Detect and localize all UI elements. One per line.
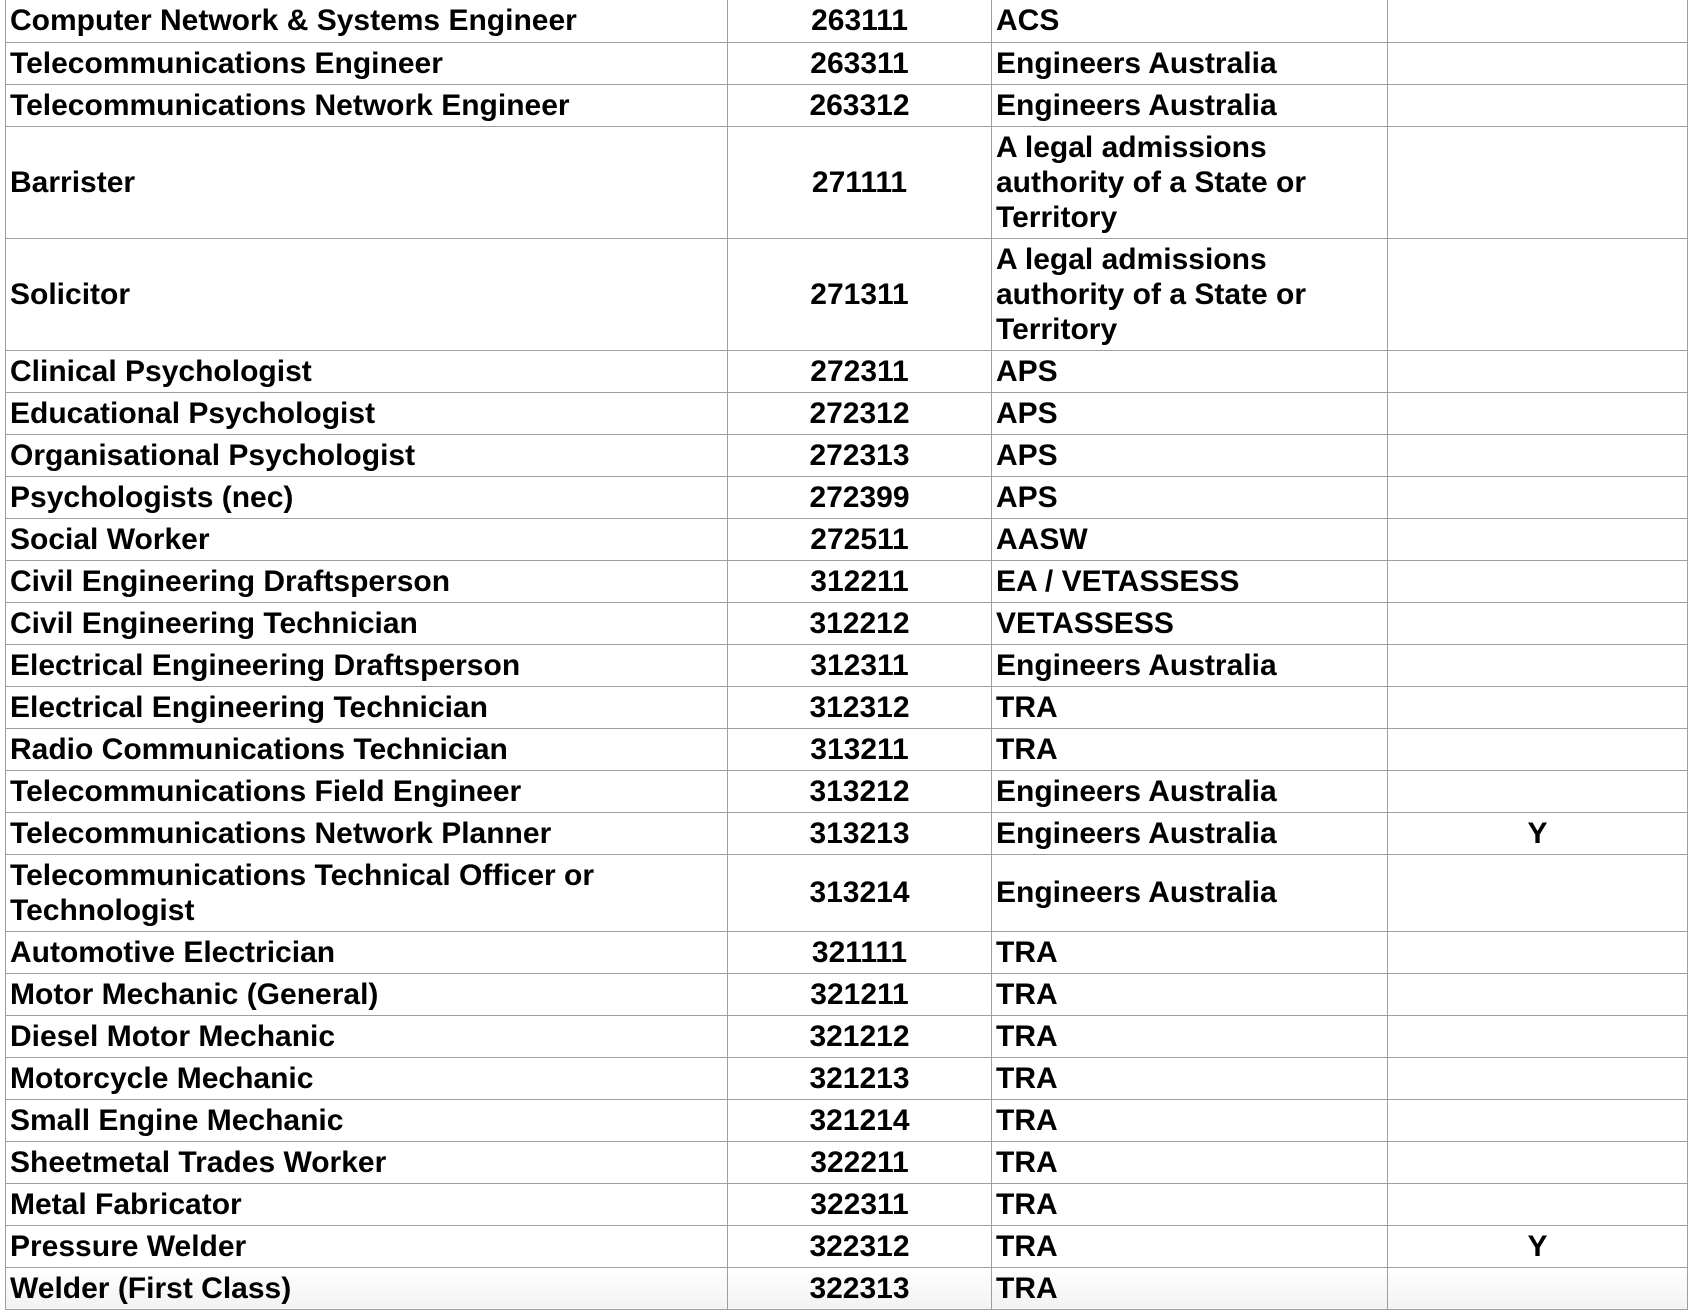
flag-cell: [1388, 854, 1688, 931]
code-cell: 272313: [728, 434, 992, 476]
occupation-cell: Diesel Motor Mechanic: [6, 1015, 728, 1057]
occupation-cell: Civil Engineering Technician: [6, 602, 728, 644]
table-row: [6, 518, 1688, 560]
table-row: [6, 238, 1688, 350]
code-cell: 272399: [728, 476, 992, 518]
code-cell: 322313: [728, 1267, 992, 1309]
table-row: [6, 350, 1688, 392]
flag-cell: [1388, 602, 1688, 644]
occupation-table: [5, 0, 1688, 1310]
code-cell: 312311: [728, 644, 992, 686]
flag-cell: [1388, 770, 1688, 812]
table-row: [6, 434, 1688, 476]
table-row: [6, 0, 1688, 42]
authority-cell: APS: [992, 476, 1388, 518]
authority-cell: EA / VETASSESS: [992, 560, 1388, 602]
flag-cell: [1388, 0, 1688, 42]
table-row: [6, 42, 1688, 84]
flag-cell: Y: [1388, 1225, 1688, 1267]
authority-cell: TRA: [992, 1015, 1388, 1057]
flag-cell: [1388, 973, 1688, 1015]
table-row: [6, 812, 1688, 854]
table-row: [6, 1225, 1688, 1267]
flag-cell: [1388, 728, 1688, 770]
authority-cell: ACS: [992, 0, 1388, 42]
occupation-cell: Clinical Psychologist: [6, 350, 728, 392]
occupation-cell: Welder (First Class): [6, 1267, 728, 1309]
table-row: [6, 1141, 1688, 1183]
flag-cell: [1388, 644, 1688, 686]
authority-cell: Engineers Australia: [992, 770, 1388, 812]
occupation-cell: Motorcycle Mechanic: [6, 1057, 728, 1099]
authority-cell: Engineers Australia: [992, 42, 1388, 84]
table-row: [6, 686, 1688, 728]
flag-cell: [1388, 1015, 1688, 1057]
code-cell: 271111: [728, 126, 992, 238]
flag-cell: [1388, 1141, 1688, 1183]
occupation-cell: Telecommunications Network Engineer: [6, 84, 728, 126]
authority-cell: AASW: [992, 518, 1388, 560]
code-cell: 321211: [728, 973, 992, 1015]
table-row: [6, 602, 1688, 644]
occupation-cell: Solicitor: [6, 238, 728, 350]
code-cell: 272511: [728, 518, 992, 560]
authority-cell: Engineers Australia: [992, 854, 1388, 931]
table-row: [6, 644, 1688, 686]
flag-cell: [1388, 1267, 1688, 1309]
occupation-cell: Organisational Psychologist: [6, 434, 728, 476]
authority-cell: VETASSESS: [992, 602, 1388, 644]
flag-cell: [1388, 126, 1688, 238]
occupation-cell: Electrical Engineering Draftsperson: [6, 644, 728, 686]
flag-cell: [1388, 392, 1688, 434]
code-cell: 321214: [728, 1099, 992, 1141]
code-cell: 263312: [728, 84, 992, 126]
code-cell: 272311: [728, 350, 992, 392]
code-cell: 312212: [728, 602, 992, 644]
table-row: [6, 1057, 1688, 1099]
table-row: [6, 560, 1688, 602]
flag-cell: [1388, 434, 1688, 476]
table-row: [6, 126, 1688, 238]
flag-cell: [1388, 238, 1688, 350]
table-row: [6, 728, 1688, 770]
authority-cell: TRA: [992, 931, 1388, 973]
table-row: [6, 1267, 1688, 1309]
authority-cell: TRA: [992, 1057, 1388, 1099]
code-cell: 313213: [728, 812, 992, 854]
table-row: [6, 1183, 1688, 1225]
table-row: [6, 973, 1688, 1015]
code-cell: 263311: [728, 42, 992, 84]
code-cell: 322211: [728, 1141, 992, 1183]
flag-cell: [1388, 686, 1688, 728]
authority-cell: Engineers Australia: [992, 84, 1388, 126]
code-cell: 321111: [728, 931, 992, 973]
occupation-cell: Motor Mechanic (General): [6, 973, 728, 1015]
occupation-cell: Psychologists (nec): [6, 476, 728, 518]
table-row: [6, 476, 1688, 518]
occupation-cell: Electrical Engineering Technician: [6, 686, 728, 728]
occupation-cell: Small Engine Mechanic: [6, 1099, 728, 1141]
code-cell: 312211: [728, 560, 992, 602]
occupation-cell: Civil Engineering Draftsperson: [6, 560, 728, 602]
table-row: [6, 770, 1688, 812]
occupation-cell: Telecommunications Technical Officer or Technologist: [6, 854, 728, 931]
code-cell: 313212: [728, 770, 992, 812]
flag-cell: [1388, 931, 1688, 973]
code-cell: 271311: [728, 238, 992, 350]
flag-cell: [1388, 518, 1688, 560]
flag-cell: [1388, 1099, 1688, 1141]
authority-cell: APS: [992, 434, 1388, 476]
table-row: [6, 1015, 1688, 1057]
authority-cell: TRA: [992, 1141, 1388, 1183]
authority-cell: Engineers Australia: [992, 644, 1388, 686]
occupation-cell: Telecommunications Engineer: [6, 42, 728, 84]
flag-cell: [1388, 350, 1688, 392]
authority-cell: A legal admissions authority of a State or Territory: [992, 126, 1388, 238]
authority-cell: A legal admissions authority of a State or Territory: [992, 238, 1388, 350]
flag-cell: [1388, 84, 1688, 126]
occupation-cell: Social Worker: [6, 518, 728, 560]
authority-cell: APS: [992, 350, 1388, 392]
authority-cell: TRA: [992, 1099, 1388, 1141]
table-row: [6, 931, 1688, 973]
occupation-cell: Telecommunications Network Planner: [6, 812, 728, 854]
authority-cell: TRA: [992, 686, 1388, 728]
occupation-cell: Computer Network & Systems Engineer: [6, 0, 728, 42]
code-cell: 272312: [728, 392, 992, 434]
flag-cell: [1388, 560, 1688, 602]
code-cell: 313211: [728, 728, 992, 770]
authority-cell: Engineers Australia: [992, 812, 1388, 854]
authority-cell: TRA: [992, 1225, 1388, 1267]
occupation-cell: Radio Communications Technician: [6, 728, 728, 770]
code-cell: 313214: [728, 854, 992, 931]
flag-cell: Y: [1388, 812, 1688, 854]
occupation-cell: Sheetmetal Trades Worker: [6, 1141, 728, 1183]
authority-cell: APS: [992, 392, 1388, 434]
code-cell: 263111: [728, 0, 992, 42]
code-cell: 321212: [728, 1015, 992, 1057]
flag-cell: [1388, 1057, 1688, 1099]
table-row: [6, 1099, 1688, 1141]
occupation-cell: Educational Psychologist: [6, 392, 728, 434]
occupation-cell: Pressure Welder: [6, 1225, 728, 1267]
occupation-cell: Metal Fabricator: [6, 1183, 728, 1225]
flag-cell: [1388, 1183, 1688, 1225]
table-row: [6, 854, 1688, 931]
code-cell: 322311: [728, 1183, 992, 1225]
code-cell: 322312: [728, 1225, 992, 1267]
code-cell: 312312: [728, 686, 992, 728]
occupation-cell: Automotive Electrician: [6, 931, 728, 973]
code-cell: 321213: [728, 1057, 992, 1099]
occupation-cell: Barrister: [6, 126, 728, 238]
authority-cell: TRA: [992, 1183, 1388, 1225]
authority-cell: TRA: [992, 973, 1388, 1015]
table-row: [6, 84, 1688, 126]
occupation-cell: Telecommunications Field Engineer: [6, 770, 728, 812]
authority-cell: TRA: [992, 728, 1388, 770]
flag-cell: [1388, 42, 1688, 84]
flag-cell: [1388, 476, 1688, 518]
authority-cell: TRA: [992, 1267, 1388, 1309]
table-row: [6, 392, 1688, 434]
